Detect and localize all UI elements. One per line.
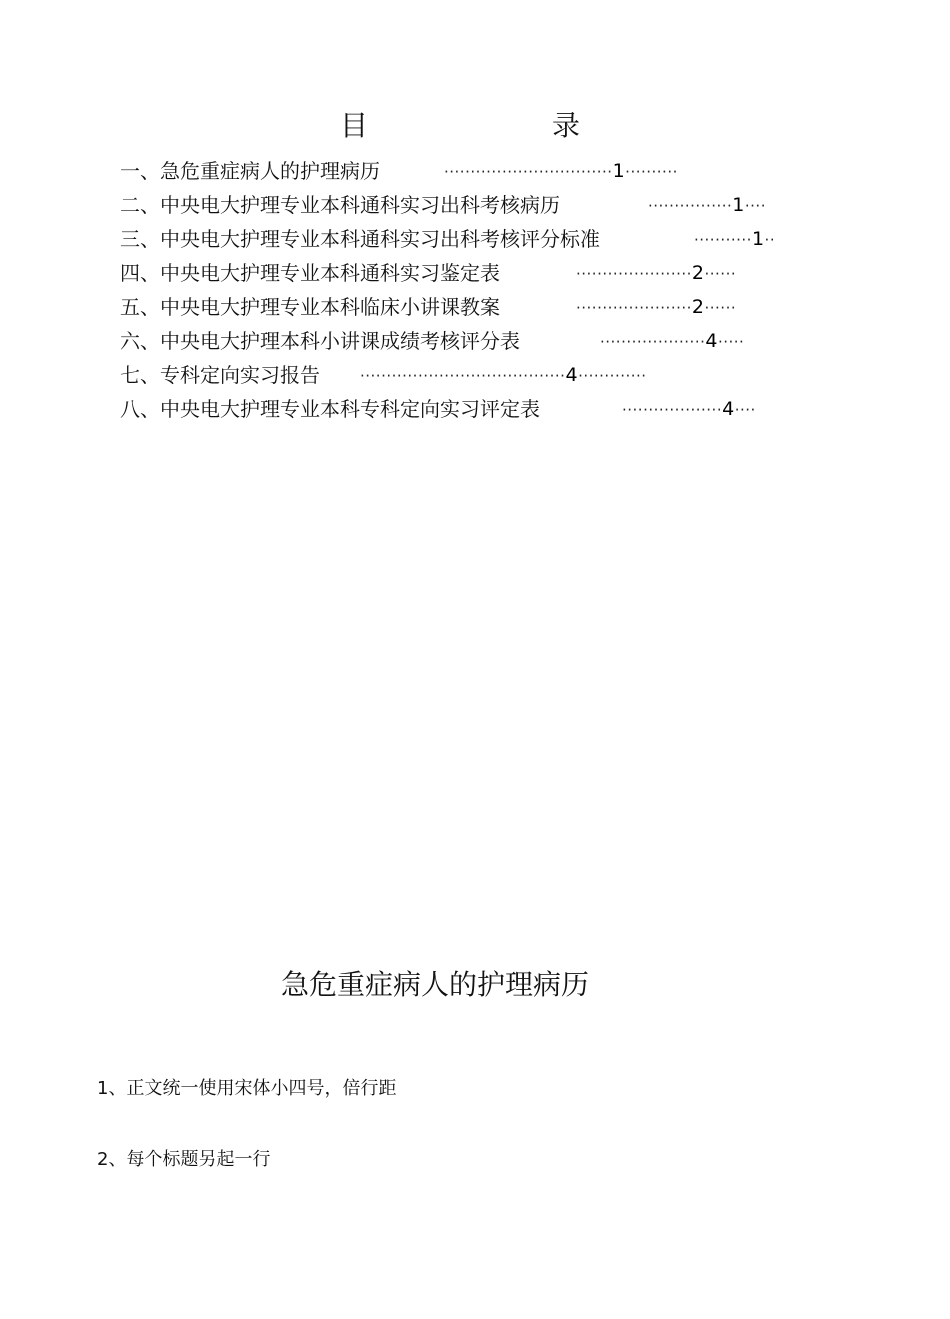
- formatting-note: 2、每个标题另起一行: [97, 1149, 271, 1170]
- toc-entry-page: 1: [732, 194, 745, 216]
- toc-entry-page: 1: [612, 160, 626, 182]
- toc-entry[interactable]: [120, 290, 820, 324]
- toc-list: [120, 154, 820, 426]
- toc-entry-label: 三、中央电大护理专业本科通科实习出科考核评分标准: [120, 227, 600, 251]
- toc-entry-label: 一、急危重症病人的护理病历: [120, 159, 380, 183]
- toc-entry-label: 八、中央电大护理专业本科专科定向实习评定表: [120, 397, 540, 421]
- toc-entry[interactable]: [120, 256, 820, 290]
- toc-entry-label: 五、中央电大护理专业本科临床小讲课教案: [120, 295, 500, 319]
- toc-entry-leader: ······················2······: [576, 262, 737, 284]
- toc-entry-leader: ················1····: [648, 194, 766, 216]
- toc-entry-label: 四、中央电大护理专业本科通科实习鉴定表: [120, 261, 500, 285]
- toc-entry[interactable]: [120, 392, 820, 426]
- toc-entry[interactable]: [120, 358, 820, 392]
- toc-entry-page: 2: [691, 296, 705, 318]
- toc-entry-leader: ································1··········: [444, 160, 678, 182]
- toc-entry-leader: ······················2······: [576, 296, 737, 318]
- toc-entry-page: 1: [751, 228, 765, 250]
- section-title: 急危重症病人的护理病历: [280, 968, 589, 1001]
- toc-entry[interactable]: [120, 222, 820, 256]
- toc-entry-leader: ·······································4·············: [360, 364, 647, 386]
- toc-entry-leader: ····················4·····: [600, 330, 745, 352]
- toc-entry-leader: ···········1··: [694, 228, 776, 250]
- toc-title: [0, 104, 950, 144]
- formatting-note: 1、正文统一使用宋体小四号，倍行距: [97, 1078, 397, 1099]
- toc-title-char-2: 录: [552, 109, 581, 142]
- toc-entry-page: 4: [705, 330, 718, 352]
- toc-entry-leader: ···················4····: [622, 398, 756, 420]
- toc-entry[interactable]: [120, 324, 820, 358]
- toc-entry[interactable]: [120, 188, 820, 222]
- toc-entry-label: 七、专科定向实习报告: [120, 363, 320, 387]
- toc-entry-label: 六、中央电大护理本科小讲课成绩考核评分表: [120, 329, 520, 353]
- toc-entry-page: 2: [691, 262, 705, 284]
- toc-entry-page: 4: [722, 398, 735, 420]
- toc-entry-page: 4: [565, 364, 579, 386]
- toc-title-char-1: 目: [340, 109, 369, 142]
- toc-entry[interactable]: [120, 154, 820, 188]
- toc-entry-label: 二、中央电大护理专业本科通科实习出科考核病历: [120, 193, 560, 217]
